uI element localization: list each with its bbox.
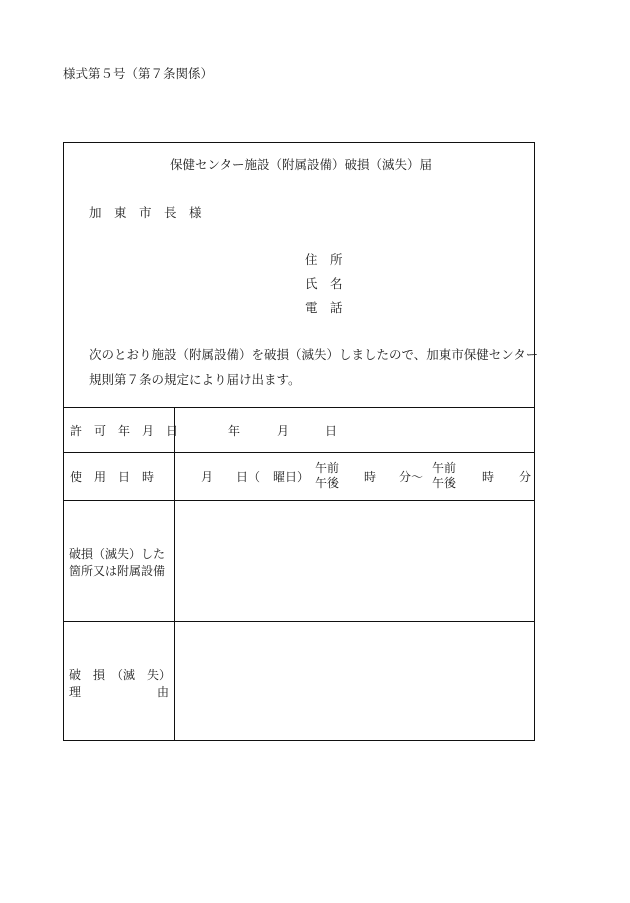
permit-year-unit: 年 xyxy=(228,424,241,438)
phone-label: 電 話 xyxy=(305,300,343,315)
damaged-item-field[interactable] xyxy=(176,502,534,620)
reason-label-2a: 理 xyxy=(69,685,82,699)
table-top-rule xyxy=(63,407,535,408)
am-label-2: 午前 xyxy=(432,461,457,475)
permit-date-field[interactable] xyxy=(176,409,534,451)
permit-day-unit: 日 xyxy=(325,424,338,438)
permit-month-unit: 月 xyxy=(277,424,290,438)
reason-label-2b: 由 xyxy=(157,685,170,699)
damaged-item-label-2: 箇所又は附属設備 xyxy=(69,564,166,578)
addressee: 加 東 市 長 様 xyxy=(89,205,202,220)
use-datetime-label: 使 用 日 時 xyxy=(70,470,155,484)
body-line-1: 次のとおり施設（附属設備）を破損（滅失）しましたので、加東市保健センター xyxy=(89,347,539,362)
damaged-item-label-1: 破損（滅失）した xyxy=(69,547,166,561)
pm-label: 午後 xyxy=(315,476,340,490)
use-minute-tilde: 分～ xyxy=(399,470,424,484)
am-label: 午前 xyxy=(315,461,340,475)
reason-field[interactable] xyxy=(176,623,534,739)
use-hour-unit: 時 xyxy=(364,470,377,484)
reason-label-1: 破 損 （滅 失） xyxy=(69,668,172,682)
use-hour-unit-2: 時 xyxy=(482,470,495,484)
form-number: 様式第５号（第７条関係） xyxy=(63,66,214,81)
pm-label-2: 午後 xyxy=(432,476,457,490)
body-line-2: 規則第７条の規定により届け出ます。 xyxy=(89,372,301,387)
use-day-unit: 日（ xyxy=(236,470,261,484)
name-label: 氏 名 xyxy=(305,276,343,291)
permit-date-label: 許 可 年 月 日 xyxy=(70,424,179,438)
form-title: 保健センター施設（附属設備）破損（滅失）届 xyxy=(170,157,433,172)
label-column-divider xyxy=(174,407,175,741)
use-weekday-unit: 曜日） xyxy=(273,470,310,484)
row-rule-1 xyxy=(63,452,535,453)
use-datetime-field[interactable] xyxy=(176,454,534,499)
address-label: 住 所 xyxy=(305,252,343,267)
use-month-unit: 月 xyxy=(201,470,214,484)
row-rule-3 xyxy=(63,621,535,622)
use-minute-unit-2: 分 xyxy=(519,470,532,484)
row-rule-2 xyxy=(63,500,535,501)
